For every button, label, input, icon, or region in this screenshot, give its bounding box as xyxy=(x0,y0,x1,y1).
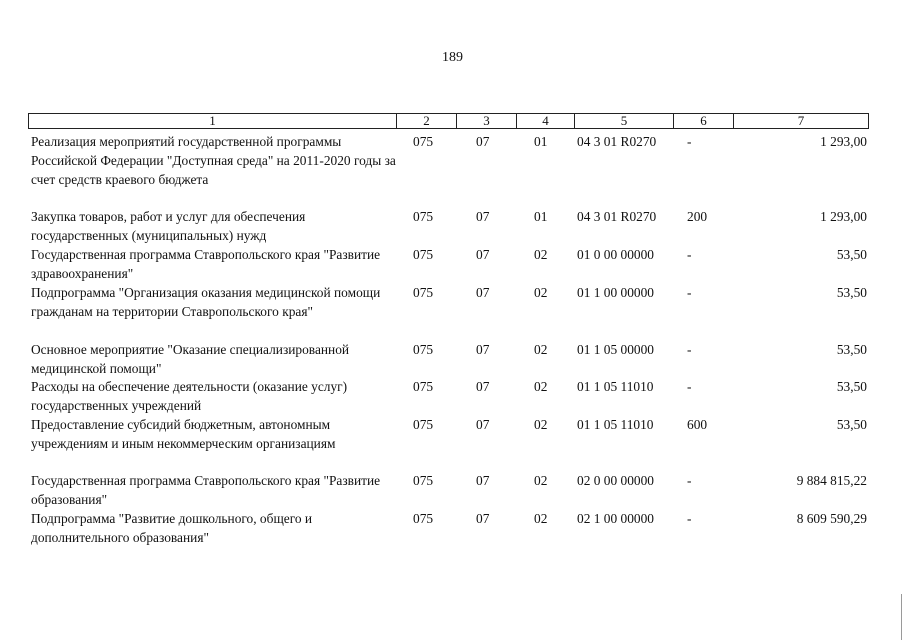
row-sum: 1 293,00 xyxy=(820,134,867,149)
header-col-2: 2 xyxy=(396,114,456,128)
row-csr: 01 1 05 11010 xyxy=(577,417,654,432)
row-ved: 075 xyxy=(413,379,434,394)
row-vr: 600 xyxy=(687,417,708,432)
row-ved: 075 xyxy=(413,134,434,149)
row-rz: 07 xyxy=(476,285,490,300)
row-vr: 200 xyxy=(687,209,708,224)
row-rz: 07 xyxy=(476,209,490,224)
row-ved: 075 xyxy=(413,247,434,262)
row-name: Государственная программа Ставропольского края "Развитие здравоохранения" xyxy=(31,247,381,281)
row-csr: 01 1 05 11010 xyxy=(577,379,654,394)
row-csr: 04 3 01 R0270 xyxy=(577,134,657,149)
row-sum: 53,50 xyxy=(836,285,867,300)
row-pr: 02 xyxy=(534,511,548,526)
row-ved: 075 xyxy=(413,209,434,224)
table-header xyxy=(28,113,869,129)
row-csr: 02 1 00 00000 xyxy=(577,511,654,526)
row-csr: 01 0 00 00000 xyxy=(577,247,654,262)
row-rz: 07 xyxy=(476,379,490,394)
row-csr: 01 1 00 00000 xyxy=(577,285,654,300)
row-pr: 02 xyxy=(534,285,548,300)
row-sum: 53,50 xyxy=(836,247,867,262)
row-vr: - xyxy=(687,247,692,262)
row-pr: 01 xyxy=(534,134,548,149)
row-csr: 01 1 05 00000 xyxy=(577,342,654,357)
row-sum: 9 884 815,22 xyxy=(796,473,867,488)
row-ved: 075 xyxy=(413,473,434,488)
row-name: Реализация мероприятий государственной программы Российской Федерации "Доступная среда" на 2011-2020 годы за счет средств краевого бюджета xyxy=(31,134,396,187)
row-rz: 07 xyxy=(476,473,490,488)
row-ved: 075 xyxy=(413,417,434,432)
header-col-4: 4 xyxy=(516,114,574,128)
row-sum: 53,50 xyxy=(836,417,867,432)
row-csr: 02 0 00 00000 xyxy=(577,473,654,488)
row-pr: 01 xyxy=(534,209,548,224)
header-col-5: 5 xyxy=(574,114,673,128)
row-ved: 075 xyxy=(413,285,434,300)
row-name: Закупка товаров, работ и услуг для обеспечения государственных (муниципальных) нужд xyxy=(31,209,306,243)
row-name: Государственная программа Ставропольского края "Развитие образования" xyxy=(31,473,381,507)
row-name: Подпрограмма "Организация оказания медицинской помощи гражданам на территории Ставропольского края" xyxy=(31,285,381,319)
row-rz: 07 xyxy=(476,342,490,357)
header-col-7: 7 xyxy=(733,114,868,128)
row-csr: 04 3 01 R0270 xyxy=(577,209,657,224)
row-rz: 07 xyxy=(476,511,490,526)
row-pr: 02 xyxy=(534,247,548,262)
row-ved: 075 xyxy=(413,511,434,526)
row-pr: 02 xyxy=(534,379,548,394)
row-ved: 075 xyxy=(413,342,434,357)
row-rz: 07 xyxy=(476,417,490,432)
row-pr: 02 xyxy=(534,473,548,488)
header-col-6: 6 xyxy=(673,114,733,128)
row-name: Предоставление субсидий бюджетным, автономным учреждениям и иным некоммерческим организациям xyxy=(31,417,336,451)
row-name: Подпрограмма "Развитие дошкольного, общего и дополнительного образования" xyxy=(31,511,313,545)
row-vr: - xyxy=(687,511,692,526)
header-col-1: 1 xyxy=(209,113,216,128)
row-pr: 02 xyxy=(534,342,548,357)
scan-edge-line xyxy=(901,594,902,640)
row-vr: - xyxy=(687,134,692,149)
row-sum: 53,50 xyxy=(836,342,867,357)
row-rz: 07 xyxy=(476,134,490,149)
row-sum: 1 293,00 xyxy=(820,209,867,224)
row-name: Основное мероприятие "Оказание специализированной медицинской помощи" xyxy=(31,342,350,376)
row-vr: - xyxy=(687,285,692,300)
row-name: Расходы на обеспечение деятельности (оказание услуг) государственных учреждений xyxy=(31,379,348,413)
row-pr: 02 xyxy=(534,417,548,432)
row-vr: - xyxy=(687,342,692,357)
row-sum: 53,50 xyxy=(836,379,867,394)
row-sum: 8 609 590,29 xyxy=(796,511,867,526)
header-col-3: 3 xyxy=(456,114,516,128)
row-vr: - xyxy=(687,379,692,394)
row-vr: - xyxy=(687,473,692,488)
row-rz: 07 xyxy=(476,247,490,262)
page-number: 189 xyxy=(442,50,463,65)
